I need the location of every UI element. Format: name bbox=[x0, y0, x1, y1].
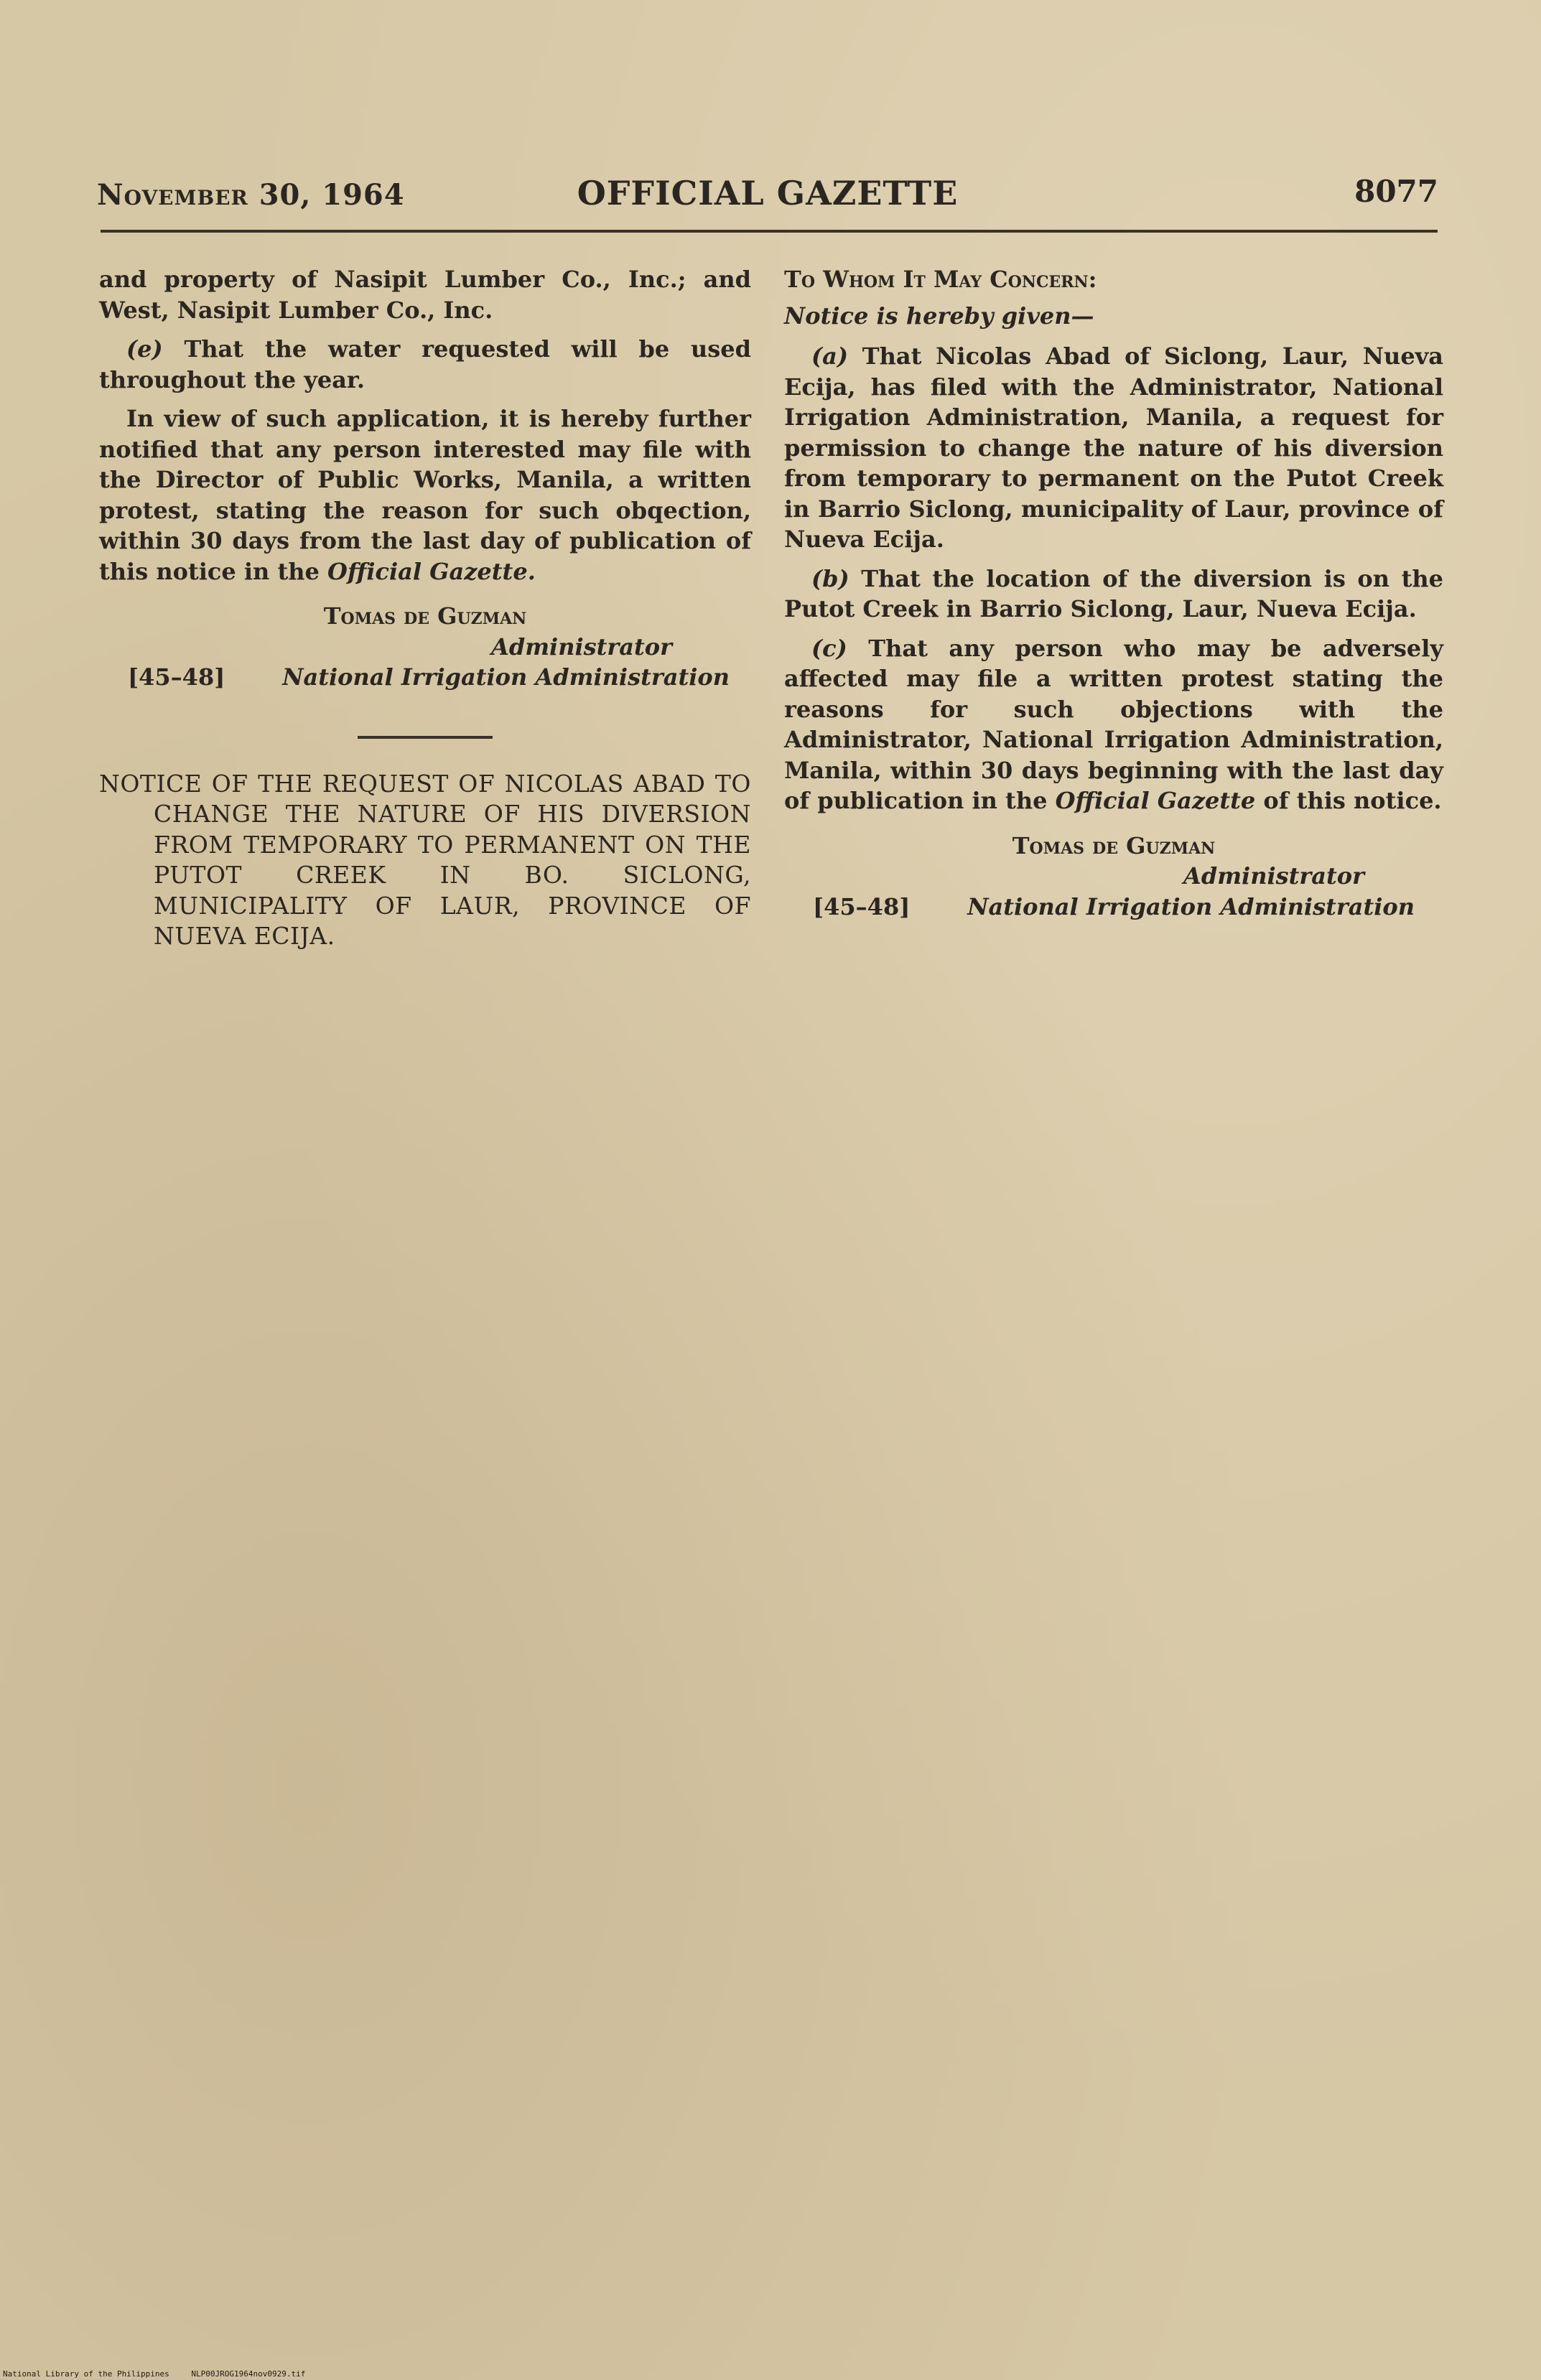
item-a-text: That Nicolas Abad of Siclong, Laur, Nueva Ecija, has filed with the Administrator, National Irrigation Administration, Manila, a request for permission to change the nature of his diversion from temporary to permanent on the Putot Creek in Barrio Siclong, municipality of Laur, province of Nueva Ecija. bbox=[784, 342, 1444, 553]
section-divider bbox=[358, 736, 493, 739]
item-a-marker: (a) bbox=[811, 342, 849, 370]
signatory-organization: National Irrigation Administration bbox=[282, 663, 730, 691]
left-column bbox=[99, 264, 751, 952]
signatory-role: Administrator bbox=[490, 633, 672, 661]
header-page-number: 8077 bbox=[1354, 174, 1438, 209]
item-c-marker: (c) bbox=[811, 634, 847, 662]
notice-given: Notice is hereby given— bbox=[784, 302, 1094, 330]
header-rule bbox=[101, 230, 1438, 233]
signatory-organization: National Irrigation Administration bbox=[967, 892, 1415, 920]
gazette-reference: Official Gazette bbox=[1055, 787, 1256, 814]
signature-block-left bbox=[99, 601, 751, 693]
scan-footer bbox=[3, 2369, 322, 2379]
notice-reference: [45–48] bbox=[128, 663, 225, 691]
item-e-paragraph bbox=[99, 334, 751, 395]
notice-title: NOTICE OF THE REQUEST OF NICOLAS ABAD TO CHANGE THE NATURE OF HIS DIVERSION FROM TEMPORARY TO PERMANENT ON THE PUTOT CREEK IN BO. SICLONG, MUNICIPALITY OF LAUR, PROVINCE OF NUEVA ECIJA. bbox=[99, 769, 751, 950]
header-title: OFFICIAL GAZETTE bbox=[577, 174, 959, 213]
protest-paragraph bbox=[99, 403, 751, 587]
item-b-paragraph bbox=[784, 564, 1443, 625]
right-column bbox=[784, 264, 1443, 922]
continuation-paragraph: and property of Nasipit Lumber Co., Inc.; and West, Nasipit Lumber Co., Inc. bbox=[99, 266, 751, 324]
item-c-paragraph bbox=[784, 633, 1443, 816]
item-b-text: That the location of the diversion is on the Putot Creek in Barrio Siclong, Laur, Nueva Ecija. bbox=[784, 564, 1444, 622]
signatory-name: Tomas de Guzman bbox=[1012, 831, 1216, 859]
signatory-name: Tomas de Guzman bbox=[323, 602, 527, 630]
signature-line bbox=[784, 892, 1443, 923]
signatory-role: Administrator bbox=[1183, 862, 1364, 890]
page-header bbox=[97, 172, 1438, 223]
item-c-text: That any person who may be adversely affected may file a written protest stating the reasons for such objections with the Administrator, National Irrigation Administration, Manila, within 30 days beginning with the last day of publication in the bbox=[784, 634, 1444, 814]
protest-text: In view of such application, it is hereby further notified that any person interested may file with the Director of Public Works, Manila, a written protest, stating the reason for such obqection, within 30 days from the last day of publication of this notice in the bbox=[99, 405, 751, 585]
notice-reference: [45–48] bbox=[813, 892, 911, 920]
item-e-marker: (e) bbox=[126, 335, 163, 363]
signature-line bbox=[99, 662, 751, 693]
footer-library: National Library of the Philippines bbox=[3, 2369, 169, 2379]
header-date: November 30, 1964 bbox=[97, 178, 405, 212]
footer-filename: NLP00JROG1964nov0929.tif bbox=[191, 2369, 306, 2379]
item-c-text-end: of this notice. bbox=[1255, 787, 1442, 814]
item-b-marker: (b) bbox=[811, 564, 849, 592]
salutation: To Whom It May Concern: bbox=[784, 266, 1097, 293]
item-a-paragraph bbox=[784, 341, 1443, 555]
signature-block-right bbox=[784, 831, 1443, 923]
item-e-text: That the water requested will be used throughout the year. bbox=[99, 335, 752, 393]
gazette-reference: Official Gazette. bbox=[327, 557, 536, 585]
